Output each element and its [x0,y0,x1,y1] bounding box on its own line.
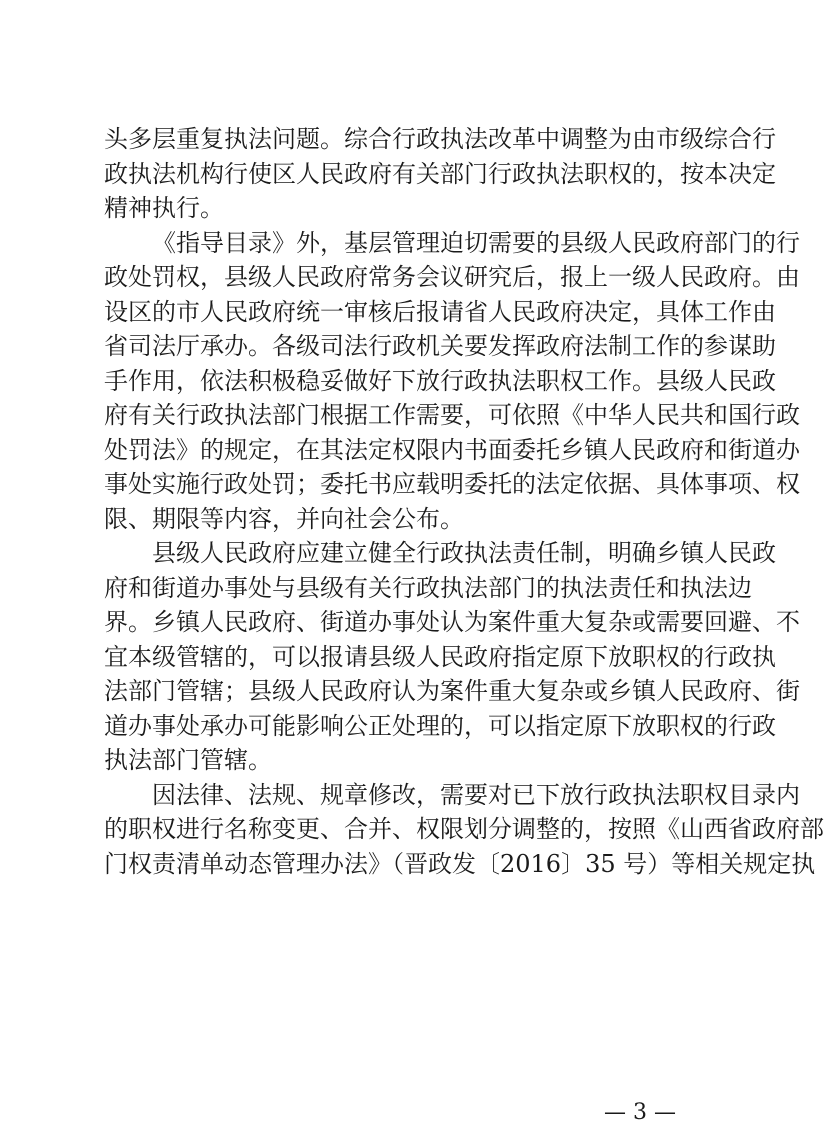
text-line: 法部门管辖；县级人民政府认为案件重大复杂或乡镇人民政府、街 [104,677,800,705]
text-line: 门权责清单动态管理办法》（晋政发〔2016〕35 号）等相关规定执 [104,849,816,878]
text-line: 宜本级管辖的，可以报请县级人民政府指定原下放职权的行政执 [104,642,776,671]
text-line: 府和街道办事处与县级有关行政执法部门的执法责任和执法边 [104,573,752,602]
text-line: 设区的市人民政府统一审核后报请省人民政府决定，具体工作由 [104,297,776,326]
text-line: 政执法机构行使区人民政府有关部门行政执法职权的，按本决定 [104,159,776,188]
text-line: 执法部门管辖。 [104,746,272,774]
text-line: 府有关行政执法部门根据工作需要，可依照《中华人民共和国行政 [104,401,800,429]
text-line: 精神执行。 [104,194,224,222]
text-line: 界。乡镇人民政府、街道办事处认为案件重大复杂或需要回避、不 [104,608,800,636]
text-line: 因法律、法规、规章修改，需要对已下放行政执法职权目录内 [152,780,800,809]
text-line: 《指导目录》外，基层管理迫切需要的县级人民政府部门的行 [152,228,800,257]
body-text [104,122,824,881]
text-line: 道办事处承办可能影响公正处理的，可以指定原下放职权的行政 [104,711,776,740]
text-line: 政处罚权，县级人民政府常务会议研究后，报上一级人民政府。由 [104,263,800,291]
text-line: 县级人民政府应建立健全行政执法责任制，明确乡镇人民政 [152,539,776,567]
text-line: 处罚法》的规定，在其法定权限内书面委托乡镇人民政府和街道办 [104,435,800,464]
text-line: 省司法厅承办。各级司法行政机关要发挥政府法制工作的参谋助 [104,332,776,360]
text-line: 限、期限等内容，并向社会公布。 [104,504,464,533]
text-line: 手作用，依法积极稳妥做好下放行政执法职权工作。县级人民政 [104,366,776,395]
text-line: 头多层重复执法问题。综合行政执法改革中调整为由市级综合行 [104,125,776,153]
page-number: — 3 — [604,1100,676,1125]
text-line: 事处实施行政处罚；委托书应载明委托的法定依据、具体事项、权 [104,470,800,498]
text-line: 的职权进行名称变更、合并、权限划分调整的，按照《山西省政府部 [104,815,824,843]
